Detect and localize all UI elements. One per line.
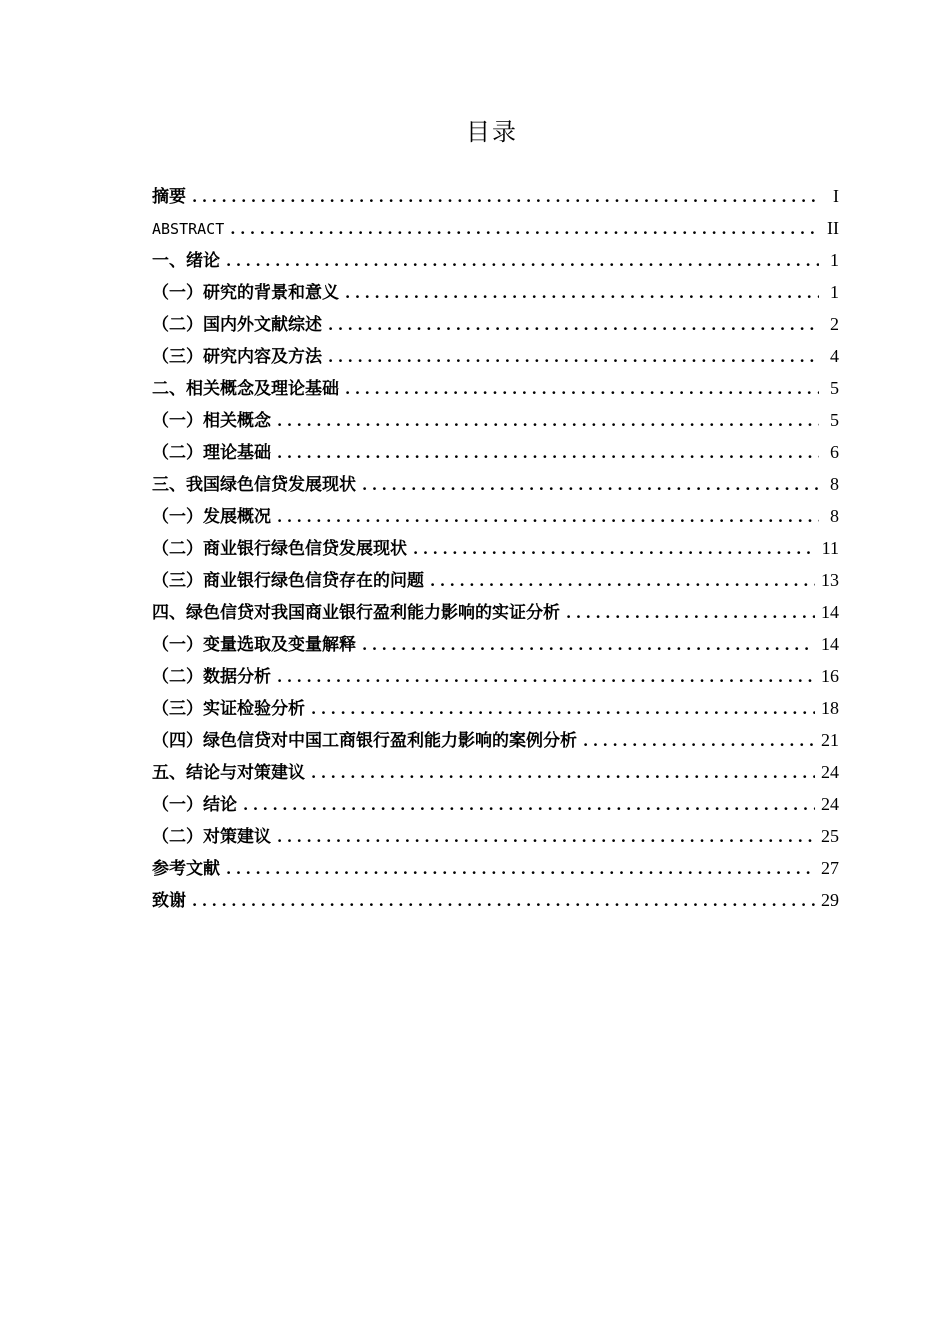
toc-entry-section-3-1[interactable]: [152, 500, 839, 532]
toc-entry-label: 绿色信贷对我国商业银行盈利能力影响的实证分析: [186, 603, 560, 623]
toc-entry-section-3-2[interactable]: [152, 532, 839, 564]
toc-leader-dots: [311, 693, 815, 725]
toc-page-number: 2: [830, 314, 839, 334]
toc-entry-references[interactable]: [152, 852, 839, 884]
toc-entry-section-1-2[interactable]: [152, 308, 839, 340]
toc-entry-chapter-1[interactable]: [152, 244, 839, 276]
toc-page-number: 24: [821, 794, 839, 814]
toc-leader-dots: [413, 533, 816, 565]
toc-page-number: 27: [821, 858, 839, 878]
toc-page-number: 29: [821, 890, 839, 910]
toc-entry-label: 商业银行绿色信贷存在的问题: [203, 571, 424, 591]
toc-entry-number: （二）: [152, 315, 203, 335]
toc-entry-label: 变量选取及变量解释: [203, 635, 356, 655]
toc-leader-dots: [362, 469, 819, 501]
toc-leader-dots: [328, 341, 819, 373]
toc-entry-label: 我国绿色信贷发展现状: [186, 475, 356, 495]
toc-entry-number: 二、: [152, 379, 186, 399]
toc-entry-label: 发展概况: [203, 507, 271, 527]
toc-entry-number: 三、: [152, 475, 186, 495]
toc-leader-dots: [430, 565, 815, 597]
toc-entry-label: 研究内容及方法: [203, 347, 322, 367]
toc-entry-section-4-2[interactable]: [152, 660, 839, 692]
toc-entry-abstract-en[interactable]: [152, 212, 839, 244]
toc-page-number: 4: [830, 346, 839, 366]
toc-entry-section-4-4[interactable]: [152, 724, 839, 756]
toc-page-number: 25: [821, 826, 839, 846]
toc-entry-number: 四、: [152, 603, 186, 623]
toc-entry-label: 绿色信贷对中国工商银行盈利能力影响的案例分析: [203, 731, 577, 751]
toc-leader-dots: [345, 373, 819, 405]
toc-entry-section-2-1[interactable]: [152, 404, 839, 436]
toc-entry-chapter-4[interactable]: [152, 596, 839, 628]
toc-entry-label: 实证检验分析: [203, 699, 305, 719]
toc-page-number: 21: [821, 730, 839, 750]
toc-page-number: 14: [821, 602, 839, 622]
toc-leader-dots: [226, 853, 815, 885]
toc-entry-section-1-1[interactable]: [152, 276, 839, 308]
toc-entry-label: 绪论: [186, 251, 220, 271]
toc-entry-label: ABSTRACT: [152, 220, 225, 238]
toc-leader-dots: [583, 725, 815, 757]
toc-page-number: 8: [830, 474, 839, 494]
toc-entry-number: （三）: [152, 699, 203, 719]
toc-title: 目录: [466, 118, 518, 146]
toc-entry-number: （二）: [152, 443, 203, 463]
toc-page-number: 24: [821, 762, 839, 782]
toc-entry-label: 数据分析: [203, 667, 271, 687]
toc-leader-dots: [277, 821, 815, 853]
toc-entry-section-1-3[interactable]: [152, 340, 839, 372]
toc-entry-label: 参考文献: [152, 859, 220, 879]
toc-page-number: 14: [821, 634, 839, 654]
toc-entry-number: （三）: [152, 571, 203, 591]
toc-entry-number: （一）: [152, 283, 203, 303]
toc-leader-dots: [311, 757, 815, 789]
toc-leader-dots: [230, 213, 819, 245]
toc-entry-label: 研究的背景和意义: [203, 283, 339, 303]
toc-entry-section-2-2[interactable]: [152, 436, 839, 468]
toc-entry-section-5-1[interactable]: [152, 788, 839, 820]
toc-entry-number: （二）: [152, 539, 203, 559]
toc-entry-number: （一）: [152, 795, 203, 815]
toc-entry-acknowledgements[interactable]: [152, 884, 839, 916]
toc-leader-dots: [226, 245, 819, 277]
toc-page-number: 5: [830, 410, 839, 430]
toc-entry-number: 五、: [152, 763, 186, 783]
toc-entry-label: 相关概念及理论基础: [186, 379, 339, 399]
toc-page-number: 18: [821, 698, 839, 718]
toc-entry-label: 致谢: [152, 891, 186, 911]
toc-entry-number: 一、: [152, 251, 186, 271]
toc-entry-number: （二）: [152, 667, 203, 687]
toc-entry-label: 对策建议: [203, 827, 271, 847]
toc-page-number: 11: [821, 538, 839, 558]
toc-leader-dots: [277, 405, 819, 437]
toc-page-number: 5: [830, 378, 839, 398]
toc-entry-label: 摘要: [152, 187, 186, 207]
toc-entry-chapter-3[interactable]: [152, 468, 839, 500]
toc-entry-section-4-3[interactable]: [152, 692, 839, 724]
toc-leader-dots: [328, 309, 819, 341]
toc-leader-dots: [362, 629, 815, 661]
toc-entry-number: （一）: [152, 635, 203, 655]
toc-leader-dots: [192, 181, 819, 213]
toc-entry-label: 结论: [203, 795, 237, 815]
toc-entry-label: 相关概念: [203, 411, 271, 431]
toc-entry-label: 结论与对策建议: [186, 763, 305, 783]
toc-entry-section-5-2[interactable]: [152, 820, 839, 852]
toc-page-number: 1: [830, 282, 839, 302]
toc-page-number: I: [833, 186, 839, 206]
toc-entry-number: （一）: [152, 411, 203, 431]
toc-entry-section-4-1[interactable]: [152, 628, 839, 660]
toc-page-number: 8: [830, 506, 839, 526]
toc-entry-label: 理论基础: [203, 443, 271, 463]
table-of-contents: [152, 180, 839, 916]
toc-entry-chapter-5[interactable]: [152, 756, 839, 788]
toc-leader-dots: [566, 597, 815, 629]
toc-entry-number: （三）: [152, 347, 203, 367]
toc-entry-label: 商业银行绿色信贷发展现状: [203, 539, 407, 559]
toc-leader-dots: [277, 501, 819, 533]
toc-page-number: 6: [830, 442, 839, 462]
toc-entry-abstract-cn[interactable]: [152, 180, 839, 212]
toc-entry-number: （四）: [152, 731, 203, 751]
toc-entry-number: （一）: [152, 507, 203, 527]
toc-page-number: 1: [830, 250, 839, 270]
toc-page-number: II: [827, 218, 839, 238]
toc-entry-chapter-2[interactable]: [152, 372, 839, 404]
toc-leader-dots: [192, 885, 815, 917]
toc-entry-label: 国内外文献综述: [203, 315, 322, 335]
toc-leader-dots: [345, 277, 819, 309]
toc-entry-number: （二）: [152, 827, 203, 847]
toc-page-number: 16: [821, 666, 839, 686]
toc-leader-dots: [277, 661, 815, 693]
toc-entry-section-3-3[interactable]: [152, 564, 839, 596]
toc-leader-dots: [243, 789, 815, 821]
toc-page-number: 13: [821, 570, 839, 590]
toc-leader-dots: [277, 437, 819, 469]
